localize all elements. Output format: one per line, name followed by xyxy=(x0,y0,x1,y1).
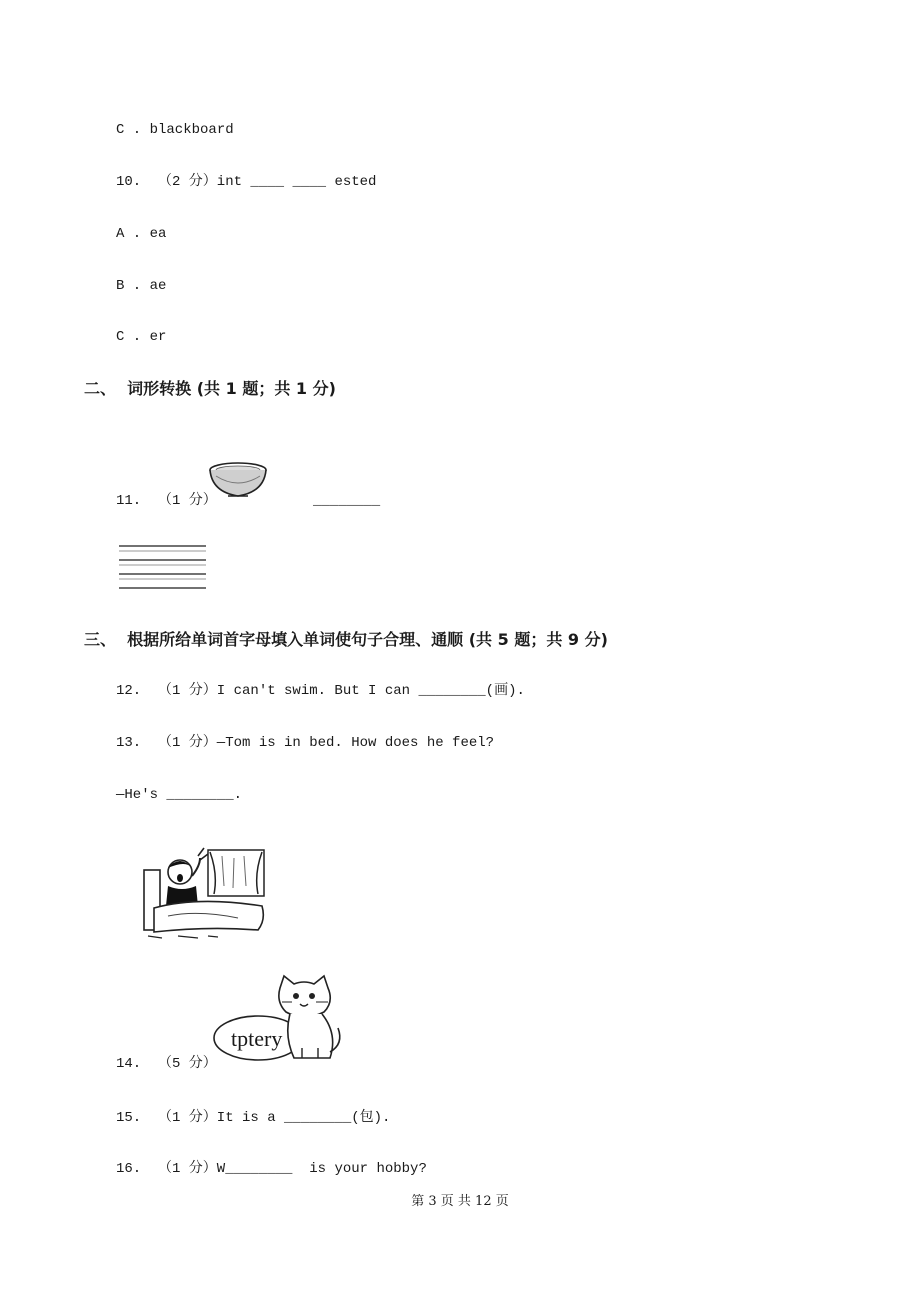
q13-answer-line xyxy=(116,786,242,804)
bubble-word: tptery xyxy=(231,1026,283,1051)
question-16 xyxy=(116,1160,427,1178)
section-3-title: 根据所给单词首字母填入单词使句子合理、通顺 (共 5 题；共 9 分) xyxy=(127,630,608,649)
q11-answer-blank[interactable]: ________ xyxy=(313,493,381,509)
q13-answer-prefix: —He's xyxy=(116,787,167,803)
q9-option-c: C . blackboard xyxy=(116,122,234,138)
q10-suffix: ested xyxy=(326,174,377,190)
q16-blank[interactable]: ________ xyxy=(225,1161,293,1177)
q16-prefix: 16. （1 分）W xyxy=(116,1161,226,1177)
q10-blank-1: ____ xyxy=(250,174,285,190)
q13-question: 13. （1 分）—Tom is in bed. How does he feel? xyxy=(116,735,495,751)
page-footer: 第 3 页 共 12 页 xyxy=(411,1194,509,1209)
boy-in-bed-picture xyxy=(138,846,288,942)
writing-lines[interactable] xyxy=(118,542,208,594)
q11-label: 11. （1 分） xyxy=(116,493,217,509)
q12-prefix: 12. （1 分）I can't swim. But I can xyxy=(116,683,419,699)
section-2-heading xyxy=(84,380,336,398)
bowl-picture xyxy=(208,460,270,502)
q13-answer-blank[interactable]: ________ xyxy=(166,787,234,803)
question-12 xyxy=(116,682,525,700)
section-3-number: 三、 xyxy=(84,630,117,649)
q12-suffix: (画). xyxy=(485,683,525,699)
section-2-title: 词形转换 (共 1 题；共 1 分) xyxy=(127,379,336,398)
q10-option-c: C . er xyxy=(116,329,167,345)
q15-blank[interactable]: ________ xyxy=(284,1110,352,1126)
section-2-number: 二、 xyxy=(84,379,117,398)
q16-suffix: is your hobby? xyxy=(292,1161,427,1177)
q10-option-a: A . ea xyxy=(116,226,167,242)
section-3-heading xyxy=(84,631,608,649)
cat-speech-bubble-picture xyxy=(210,972,346,1070)
q10-option-b: B . ae xyxy=(116,278,167,294)
question-15 xyxy=(116,1109,390,1127)
q14-label: 14. （5 分） xyxy=(116,1056,217,1072)
question-10 xyxy=(116,173,376,191)
q12-blank[interactable]: ________ xyxy=(418,683,486,699)
q10-prefix: 10. （2 分）int xyxy=(116,174,251,190)
q13-answer-suffix: . xyxy=(233,787,243,803)
q10-blank-2: ____ xyxy=(292,174,327,190)
q15-suffix: (包). xyxy=(351,1110,391,1126)
q15-prefix: 15. （1 分）It is a xyxy=(116,1110,285,1126)
